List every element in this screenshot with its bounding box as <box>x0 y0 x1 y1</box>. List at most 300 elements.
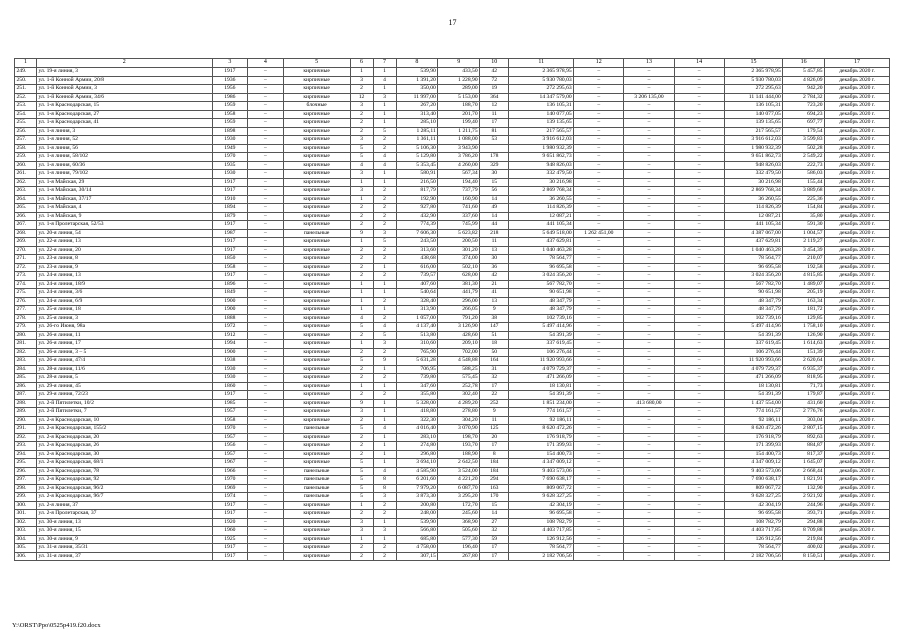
table-cell: 2 365 978,95 <box>724 68 783 77</box>
table-cell: 2 <box>373 544 396 553</box>
table-cell: декабрь 2020 г. <box>825 153 890 162</box>
table-cell: 2 <box>373 204 396 213</box>
table-cell: – <box>624 459 674 468</box>
table-cell: кирпичные <box>283 153 350 162</box>
table-cell: 505,60 <box>438 527 480 536</box>
table-cell: 3 024 356,20 <box>509 272 574 281</box>
table-cell: – <box>674 246 724 255</box>
table-cell: 9 628 327,25 <box>509 493 574 502</box>
table-cell: 1 <box>373 178 396 187</box>
table-cell: 281. <box>15 340 37 349</box>
table-cell: – <box>574 399 624 408</box>
column-number-header: 12 <box>574 59 624 68</box>
table-cell: 1930 <box>212 136 248 145</box>
table-cell: 4 <box>350 314 373 323</box>
table-cell: 332 479,50 <box>724 170 783 179</box>
table-cell: 8 <box>373 476 396 485</box>
table-cell: кирпичные <box>283 374 350 383</box>
table-cell: – <box>248 535 284 544</box>
table-cell: 400,02 <box>783 544 825 553</box>
table-cell: 3 <box>350 527 373 536</box>
table-cell: 3 889,68 <box>783 187 825 196</box>
table-cell: 1898 <box>212 127 248 136</box>
table-cell: декабрь 2020 г. <box>825 365 890 374</box>
table-cell: 774 161,57 <box>724 408 783 417</box>
table-cell: 42 304,19 <box>724 501 783 510</box>
table-cell: 250. <box>15 76 37 85</box>
table-cell: 5 930 780,03 <box>724 76 783 85</box>
table-cell: 745,99 <box>438 221 480 230</box>
table-cell: – <box>674 195 724 204</box>
table-cell: – <box>248 467 284 476</box>
table-row <box>15 450 890 459</box>
table-cell: – <box>674 272 724 281</box>
table-cell: кирпичные <box>283 85 350 94</box>
table-cell: 163,34 <box>783 297 825 306</box>
table-cell: 1936 <box>212 76 248 85</box>
table-cell: – <box>574 323 624 332</box>
table-cell: 1925 <box>212 535 248 544</box>
table-cell: 81 <box>480 127 509 136</box>
table-cell: 96 695,58 <box>509 263 574 272</box>
table-cell: 54 391,39 <box>509 331 574 340</box>
table-cell: – <box>574 493 624 502</box>
table-cell: 765,90 <box>396 348 438 357</box>
table-cell: 269. <box>15 238 37 247</box>
table-cell: – <box>674 306 724 315</box>
table-cell: 106 276,44 <box>724 348 783 357</box>
table-cell: – <box>674 425 724 434</box>
table-cell: 179,54 <box>783 127 825 136</box>
table-cell: 19 <box>480 85 509 94</box>
table-cell: 1930 <box>212 374 248 383</box>
table-cell: 1 <box>373 68 396 77</box>
table-cell: 192,58 <box>783 263 825 272</box>
table-row <box>15 331 890 340</box>
table-cell: – <box>574 263 624 272</box>
table-cell: 11 997,00 <box>396 93 438 102</box>
table-cell: 54 391,39 <box>509 391 574 400</box>
table-cell: 817,79 <box>396 187 438 196</box>
table-cell: 1 004,57 <box>783 229 825 238</box>
table-cell: 567,34 <box>438 170 480 179</box>
table-cell: – <box>248 221 284 230</box>
table-cell: – <box>624 510 674 519</box>
table-cell: 2 <box>373 255 396 264</box>
table-cell: 11 920 993,66 <box>509 357 574 366</box>
table-cell: кирпичные <box>283 195 350 204</box>
table-cell: – <box>624 119 674 128</box>
table-cell: – <box>248 93 284 102</box>
table-cell: 2 921,92 <box>783 493 825 502</box>
table-cell: кирпичные <box>283 331 350 340</box>
table-cell: ул. 2-я Краснодарская, 30 <box>36 450 212 459</box>
table-cell: 72 <box>480 76 509 85</box>
table-cell: декабрь 2020 г. <box>825 493 890 502</box>
table-cell: кирпичные <box>283 289 350 298</box>
table-cell: 170 <box>480 493 509 502</box>
table-row <box>15 195 890 204</box>
table-cell: – <box>624 544 674 553</box>
table-cell: ул. 1-я линия, 52 <box>36 136 212 145</box>
table-cell: 1 228,90 <box>438 76 480 85</box>
table-cell: 267,20 <box>396 102 438 111</box>
table-row <box>15 161 890 170</box>
table-cell: декабрь 2020 г. <box>825 433 890 442</box>
table-cell: 18 <box>480 340 509 349</box>
table-cell: – <box>624 391 674 400</box>
table-cell: – <box>674 510 724 519</box>
table-cell: – <box>574 144 624 153</box>
table-cell: 262. <box>15 178 37 187</box>
table-cell: 11 920 993,66 <box>724 357 783 366</box>
table-cell: – <box>624 535 674 544</box>
table-cell: 322,30 <box>396 416 438 425</box>
table-cell: – <box>624 527 674 536</box>
table-row <box>15 297 890 306</box>
table-cell: 433,50 <box>438 68 480 77</box>
table-cell: 286. <box>15 382 37 391</box>
table-cell: 6 201,60 <box>396 476 438 485</box>
table-cell: 3 <box>373 340 396 349</box>
table-cell: кирпичные <box>283 544 350 553</box>
table-cell: – <box>574 484 624 493</box>
table-cell: кирпичные <box>283 357 350 366</box>
table-cell: 2 <box>350 110 373 119</box>
table-row <box>15 127 890 136</box>
table-cell: – <box>674 161 724 170</box>
table-cell: 4 387 067,00 <box>724 229 783 238</box>
table-cell: 71,73 <box>783 382 825 391</box>
table-cell: 2 <box>373 212 396 221</box>
table-cell: – <box>674 374 724 383</box>
table-cell: ул. 30-я линия, 9 <box>36 535 212 544</box>
table-cell: 892,63 <box>783 433 825 442</box>
table-cell: – <box>674 170 724 179</box>
table-cell: 51 <box>480 331 509 340</box>
table-cell: 328,40 <box>396 297 438 306</box>
table-cell: 1912 <box>212 331 248 340</box>
table-cell: декабрь 2020 г. <box>825 408 890 417</box>
table-cell: 171 399,93 <box>724 442 783 451</box>
table-cell: – <box>674 93 724 102</box>
column-number-header: 9 <box>438 59 480 68</box>
table-cell: – <box>574 289 624 298</box>
table-cell: 3 524,00 <box>438 467 480 476</box>
table-cell: 48 347,79 <box>509 306 574 315</box>
table-cell: 702,00 <box>438 348 480 357</box>
table-cell: 140 077,05 <box>724 110 783 119</box>
table-cell: 2 <box>373 246 396 255</box>
table-cell: – <box>674 399 724 408</box>
table-cell: 300. <box>15 501 37 510</box>
table-cell: 5 649 518,00 <box>509 229 574 238</box>
table-cell: 2 <box>373 297 396 306</box>
table-cell: 1 040 463,28 <box>724 246 783 255</box>
table-cell: – <box>574 382 624 391</box>
table-cell: декабрь 2020 г. <box>825 119 890 128</box>
table-cell: декабрь 2020 г. <box>825 204 890 213</box>
table-cell: декабрь 2020 г. <box>825 527 890 536</box>
table-cell: 255. <box>15 119 37 128</box>
table-cell: 413 680,00 <box>624 399 674 408</box>
table-cell: ул. 1-я Майская, 4 <box>36 204 212 213</box>
table-cell: 1 <box>373 119 396 128</box>
table-cell: 54 391,39 <box>724 391 783 400</box>
table-cell: 1 614,63 <box>783 340 825 349</box>
table-cell: кирпичные <box>283 170 350 179</box>
table-cell: 184 <box>480 467 509 476</box>
table-cell: кирпичные <box>283 323 350 332</box>
table-cell: 3 <box>350 518 373 527</box>
table-cell: 948 826,03 <box>509 161 574 170</box>
table-cell: 1 <box>350 238 373 247</box>
table-cell: 155,44 <box>783 178 825 187</box>
table-cell: 15 <box>480 178 509 187</box>
table-row <box>15 272 890 281</box>
table-cell: кирпичные <box>283 314 350 323</box>
table-cell: 188,90 <box>438 450 480 459</box>
table-cell: кирпичные <box>283 127 350 136</box>
table-cell: 1 <box>350 535 373 544</box>
table-cell: 1967 <box>212 459 248 468</box>
table-cell: декабрь 2020 г. <box>825 391 890 400</box>
table-cell: ул. 1-й Конной Армии, 20/8 <box>36 76 212 85</box>
table-cell: – <box>674 110 724 119</box>
table-cell: 44 <box>480 221 509 230</box>
table-cell: – <box>248 255 284 264</box>
table-cell: 1 <box>350 289 373 298</box>
table-cell: кирпичные <box>283 552 350 561</box>
table-cell: декабрь 2020 г. <box>825 374 890 383</box>
table-cell: 108 782,79 <box>724 518 783 527</box>
table-cell: – <box>574 357 624 366</box>
table-cell: – <box>574 391 624 400</box>
table-cell: 9 <box>350 229 373 238</box>
table-cell: 1917 <box>212 552 248 561</box>
table-cell: 56 <box>480 187 509 196</box>
table-cell: – <box>624 195 674 204</box>
table-cell: 243,50 <box>396 238 438 247</box>
table-cell: – <box>248 425 284 434</box>
table-cell: 1987 <box>212 229 248 238</box>
table-cell: 927,80 <box>396 204 438 213</box>
table-cell: 1894 <box>212 204 248 213</box>
table-cell: 245,60 <box>438 510 480 519</box>
table-cell: 301,20 <box>438 246 480 255</box>
table-cell: 163 <box>480 484 509 493</box>
table-cell: ул. 26-я линия, 11 <box>36 331 212 340</box>
table-cell: ул. 26-го Июня, 98а <box>36 323 212 332</box>
table-cell: 2 <box>373 144 396 153</box>
table-cell: 1910 <box>212 195 248 204</box>
table-cell: – <box>248 195 284 204</box>
table-cell: 2 <box>373 501 396 510</box>
table-cell: 313,40 <box>396 110 438 119</box>
table-cell: кирпичные <box>283 306 350 315</box>
table-cell: 160,90 <box>438 195 480 204</box>
table-cell: 4 <box>350 161 373 170</box>
table-cell: 948 826,03 <box>724 161 783 170</box>
table-cell: – <box>574 518 624 527</box>
table-cell: 4 <box>373 153 396 162</box>
table-cell: 774,39 <box>396 221 438 230</box>
table-cell: 254. <box>15 110 37 119</box>
table-cell: – <box>574 161 624 170</box>
table-cell: 12 087,21 <box>509 212 574 221</box>
table-cell: – <box>624 255 674 264</box>
table-cell: кирпичные <box>283 297 350 306</box>
table-cell: 90 651,98 <box>724 289 783 298</box>
table-cell: декабрь 2020 г. <box>825 212 890 221</box>
table-cell: 299. <box>15 493 37 502</box>
table-cell: – <box>248 510 284 519</box>
table-cell: – <box>624 170 674 179</box>
table-cell: ул. 1-й Конной Армии, 34/6 <box>36 93 212 102</box>
table-cell: 1 <box>373 85 396 94</box>
table-cell: 3 126,90 <box>438 323 480 332</box>
table-row <box>15 119 890 128</box>
table-cell: – <box>674 289 724 298</box>
table-cell: 277. <box>15 306 37 315</box>
table-cell: – <box>624 425 674 434</box>
table-cell: – <box>624 161 674 170</box>
table-cell: 1 <box>373 280 396 289</box>
table-cell: 1 088,00 <box>438 136 480 145</box>
table-cell: 13 <box>480 246 509 255</box>
table-cell: 11 <box>480 238 509 247</box>
table-cell: – <box>248 246 284 255</box>
table-cell: 6 087,70 <box>438 484 480 493</box>
table-cell: 1 <box>373 442 396 451</box>
table-cell: 11 141 444,00 <box>724 93 783 102</box>
table-cell: 3 786,20 <box>438 153 480 162</box>
table-cell: – <box>624 306 674 315</box>
table-row <box>15 357 890 366</box>
table-cell: декабрь 2020 г. <box>825 399 890 408</box>
table-cell: 8 <box>373 484 396 493</box>
table-cell: – <box>574 127 624 136</box>
table-cell: – <box>574 306 624 315</box>
table-cell: 210,07 <box>783 255 825 264</box>
table-cell: 15 <box>480 501 509 510</box>
table-cell: декабрь 2020 г. <box>825 136 890 145</box>
table-cell: 1 <box>350 178 373 187</box>
table-cell: ул. 2-я Краснодарская, 20 <box>36 433 212 442</box>
table-cell: 249. <box>15 68 37 77</box>
table-cell: 209,10 <box>438 340 480 349</box>
table-cell: кирпичные <box>283 450 350 459</box>
table-cell: – <box>624 221 674 230</box>
table-cell: 432,90 <box>396 212 438 221</box>
table-cell: 1917 <box>212 187 248 196</box>
table-cell: декабрь 2020 г. <box>825 450 890 459</box>
table-cell: кирпичные <box>283 340 350 349</box>
table-row <box>15 544 890 553</box>
table-cell: 106 276,44 <box>509 348 574 357</box>
column-number-header: 2 <box>36 59 212 68</box>
column-number-header: 14 <box>674 59 724 68</box>
table-cell: 294,88 <box>783 518 825 527</box>
table-cell: 8 620 472,26 <box>509 425 574 434</box>
table-cell: 264. <box>15 195 37 204</box>
table-cell: 252 <box>480 399 509 408</box>
table-cell: – <box>574 119 624 128</box>
table-cell: 3 599,83 <box>783 136 825 145</box>
table-cell: 1900 <box>212 306 248 315</box>
table-cell: 2 <box>373 391 396 400</box>
table-cell: кирпичные <box>283 433 350 442</box>
table-cell: 304,20 <box>438 416 480 425</box>
table-cell: – <box>248 450 284 459</box>
table-cell: 1959 <box>212 102 248 111</box>
table-row <box>15 76 890 85</box>
table-cell: 59 <box>480 535 509 544</box>
table-cell: – <box>574 280 624 289</box>
table-cell: 92 186,11 <box>509 416 574 425</box>
table-cell: 216,50 <box>396 178 438 187</box>
table-cell: панельные <box>283 484 350 493</box>
table-cell: – <box>674 297 724 306</box>
table-cell: – <box>674 467 724 476</box>
table-cell: 38 <box>480 314 509 323</box>
table-cell: – <box>624 102 674 111</box>
table-row <box>15 518 890 527</box>
table-cell: – <box>574 297 624 306</box>
table-cell: 1917 <box>212 238 248 247</box>
table-cell: панельные <box>283 476 350 485</box>
table-cell: 12 <box>350 93 373 102</box>
table-cell: 628,00 <box>438 272 480 281</box>
table-cell: – <box>674 85 724 94</box>
table-cell: – <box>574 527 624 536</box>
table-row <box>15 535 890 544</box>
table-cell: декабрь 2020 г. <box>825 484 890 493</box>
table-cell: 575,45 <box>438 374 480 383</box>
table-cell: 2 869 768,34 <box>724 187 783 196</box>
table-cell: ул. 2-я Краснодарская, 155/2 <box>36 425 212 434</box>
table-cell: ул. 2-я Краснодарская, 78 <box>36 467 212 476</box>
table-cell: 2 <box>350 416 373 425</box>
table-cell: панельные <box>283 425 350 434</box>
table-cell: 50 <box>480 348 509 357</box>
table-cell: декабрь 2020 г. <box>825 459 890 468</box>
table-cell: – <box>624 127 674 136</box>
table-cell: 78 564,77 <box>724 544 783 553</box>
table-cell: – <box>248 433 284 442</box>
column-number-header: 16 <box>783 59 825 68</box>
table-cell: 17 <box>480 119 509 128</box>
table-cell: 2 <box>350 119 373 128</box>
table-cell: ул. 19-я линия, 3 <box>36 68 212 77</box>
table-cell: ул. 1-я Майская, 37/17 <box>36 195 212 204</box>
table-cell: – <box>624 331 674 340</box>
table-cell: – <box>674 255 724 264</box>
table-cell: 350,00 <box>396 85 438 94</box>
table-cell: – <box>674 119 724 128</box>
table-cell: – <box>248 399 284 408</box>
table-cell: ул. 20-я линия, 54 <box>36 229 212 238</box>
table-cell: – <box>574 476 624 485</box>
table-cell: ул. 2-й Пятилетки, 7 <box>36 408 212 417</box>
table-cell: 1 <box>373 450 396 459</box>
table-cell: декабрь 2020 г. <box>825 348 890 357</box>
table-row <box>15 382 890 391</box>
table-row <box>15 246 890 255</box>
table-cell: 287. <box>15 391 37 400</box>
table-cell: 184 <box>480 459 509 468</box>
table-cell: 7 690 638,17 <box>724 476 783 485</box>
